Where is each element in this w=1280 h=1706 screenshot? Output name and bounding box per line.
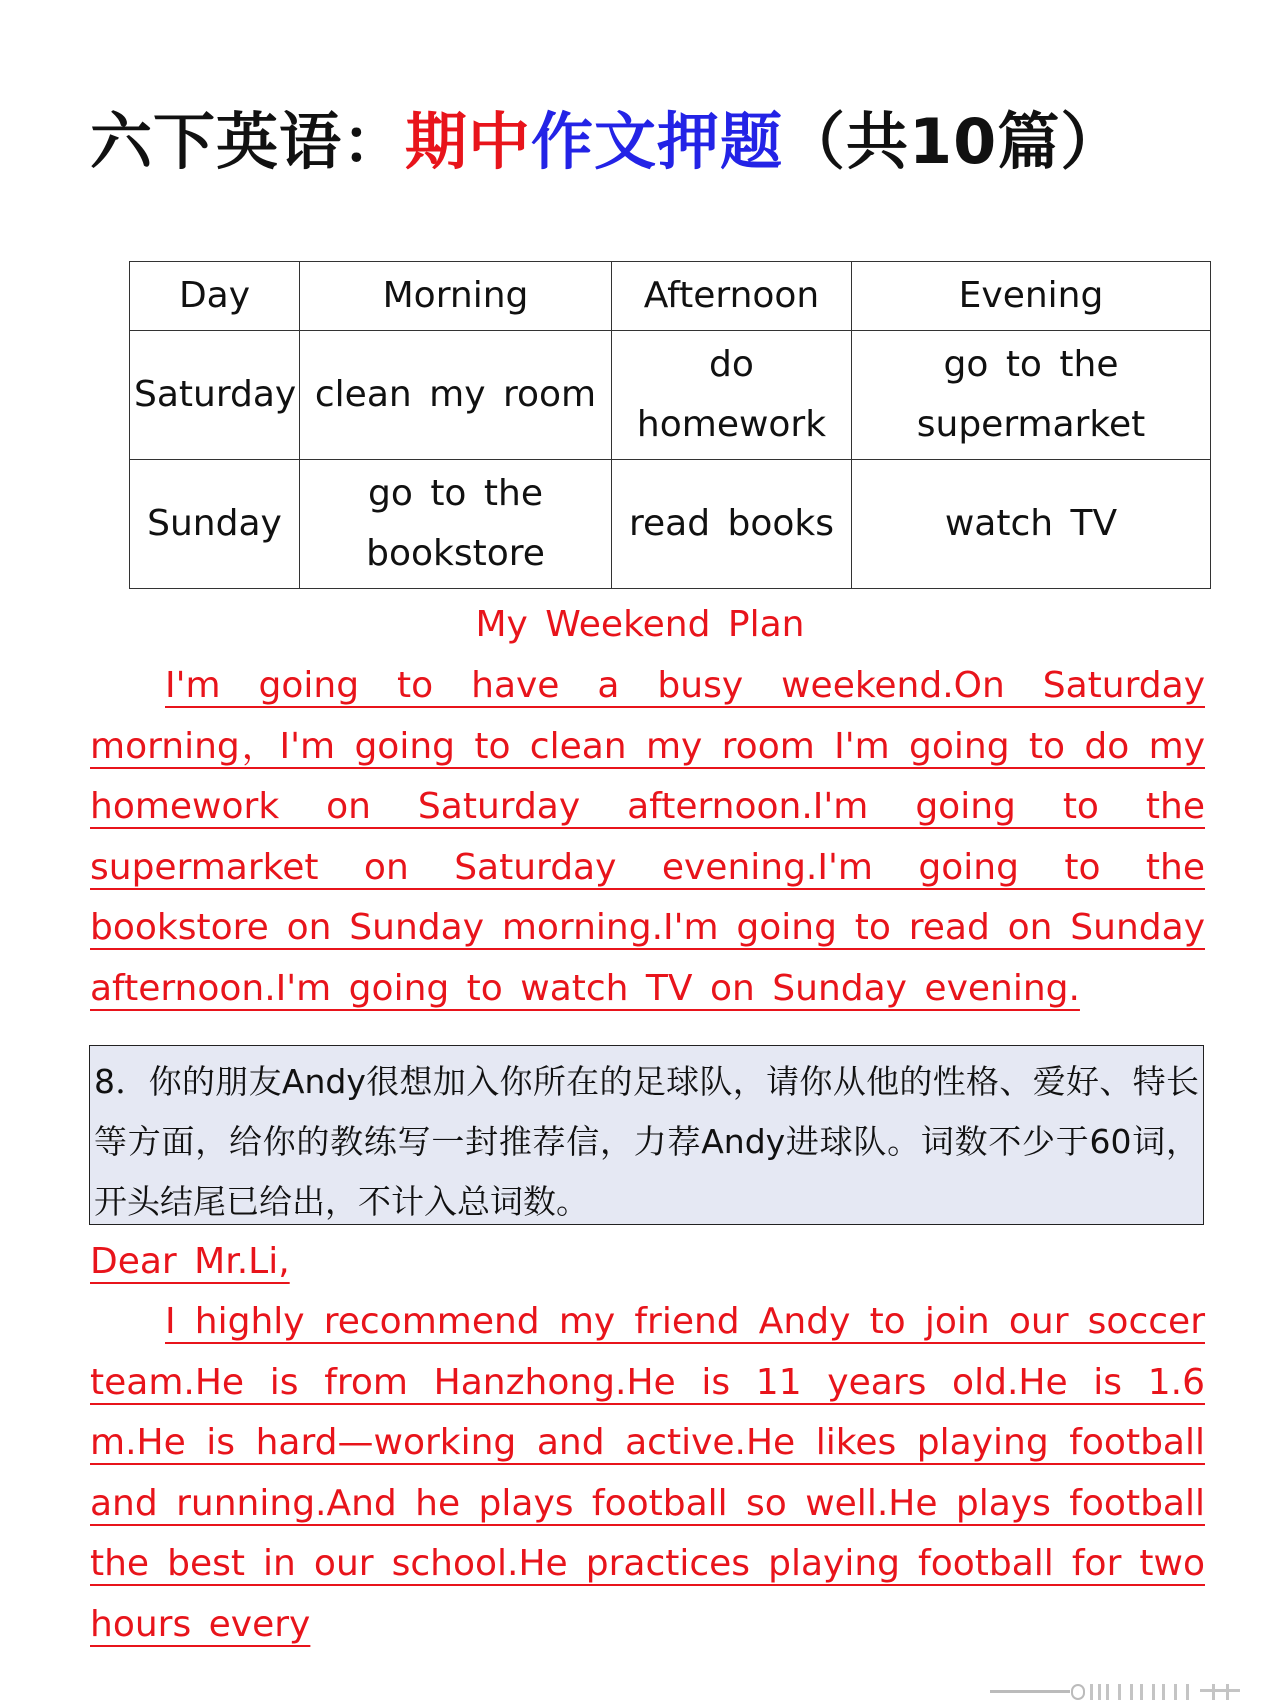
cell-day: Saturday (130, 331, 300, 460)
weekend-schedule-table (129, 261, 1211, 589)
header-morning: Morning (300, 262, 612, 331)
essay-body: I'm going to have a busy weekend.On Saturday morning，I'm going to clean my room I'm going to do my homework on Saturday afternoon.I'm going to the supermarket on Saturday evening.I'm going to the bookstore on Sunday morning.I'm going to read on Sunday afternoon.I'm going to watch TV on Sunday evening. (90, 665, 1205, 1009)
writing-task-prompt: 8．你的朋友Andy很想加入你所在的足球队，请你从他的性格、爱好、特长等方面，给你的教练写一封推荐信，力荐Andy进球队。词数不少于60词，开头结尾已给出，不计入总词数。 (89, 1045, 1204, 1225)
table-row (130, 460, 1211, 589)
cell-evening: watch TV (852, 460, 1211, 589)
cell-day: Sunday (130, 460, 300, 589)
table-row (130, 331, 1211, 460)
cell-morning: clean my room (300, 331, 612, 460)
title-prefix: 六下英语： (90, 105, 406, 178)
page-title (90, 96, 1210, 188)
watermark-graphic (990, 1683, 1260, 1701)
cell-evening: go to the supermarket (852, 331, 1211, 460)
header-afternoon: Afternoon (612, 262, 852, 331)
cell-morning: go to the bookstore (300, 460, 612, 589)
letter-greeting: Dear Mr.Li, (90, 1241, 290, 1282)
title-essay-prediction: 作文押题 (531, 105, 784, 178)
letter-body: I highly recommend my friend Andy to join our soccer team.He is from Hanzhong.He is 11 years old.He is 1.6 m.He is hard—working and active.He likes playing football and running.And he plays football so well.He plays football the best in our school.He practices playing football for two hours every (90, 1301, 1205, 1645)
cell-afternoon: read books (612, 460, 852, 589)
essay-title: My Weekend Plan (475, 604, 805, 645)
title-count: （共10篇） (783, 105, 1124, 178)
header-evening: Evening (852, 262, 1211, 331)
title-midterm: 期中 (405, 105, 532, 178)
table-header-row (130, 262, 1211, 331)
header-day: Day (130, 262, 300, 331)
cell-afternoon: do homework (612, 331, 852, 460)
